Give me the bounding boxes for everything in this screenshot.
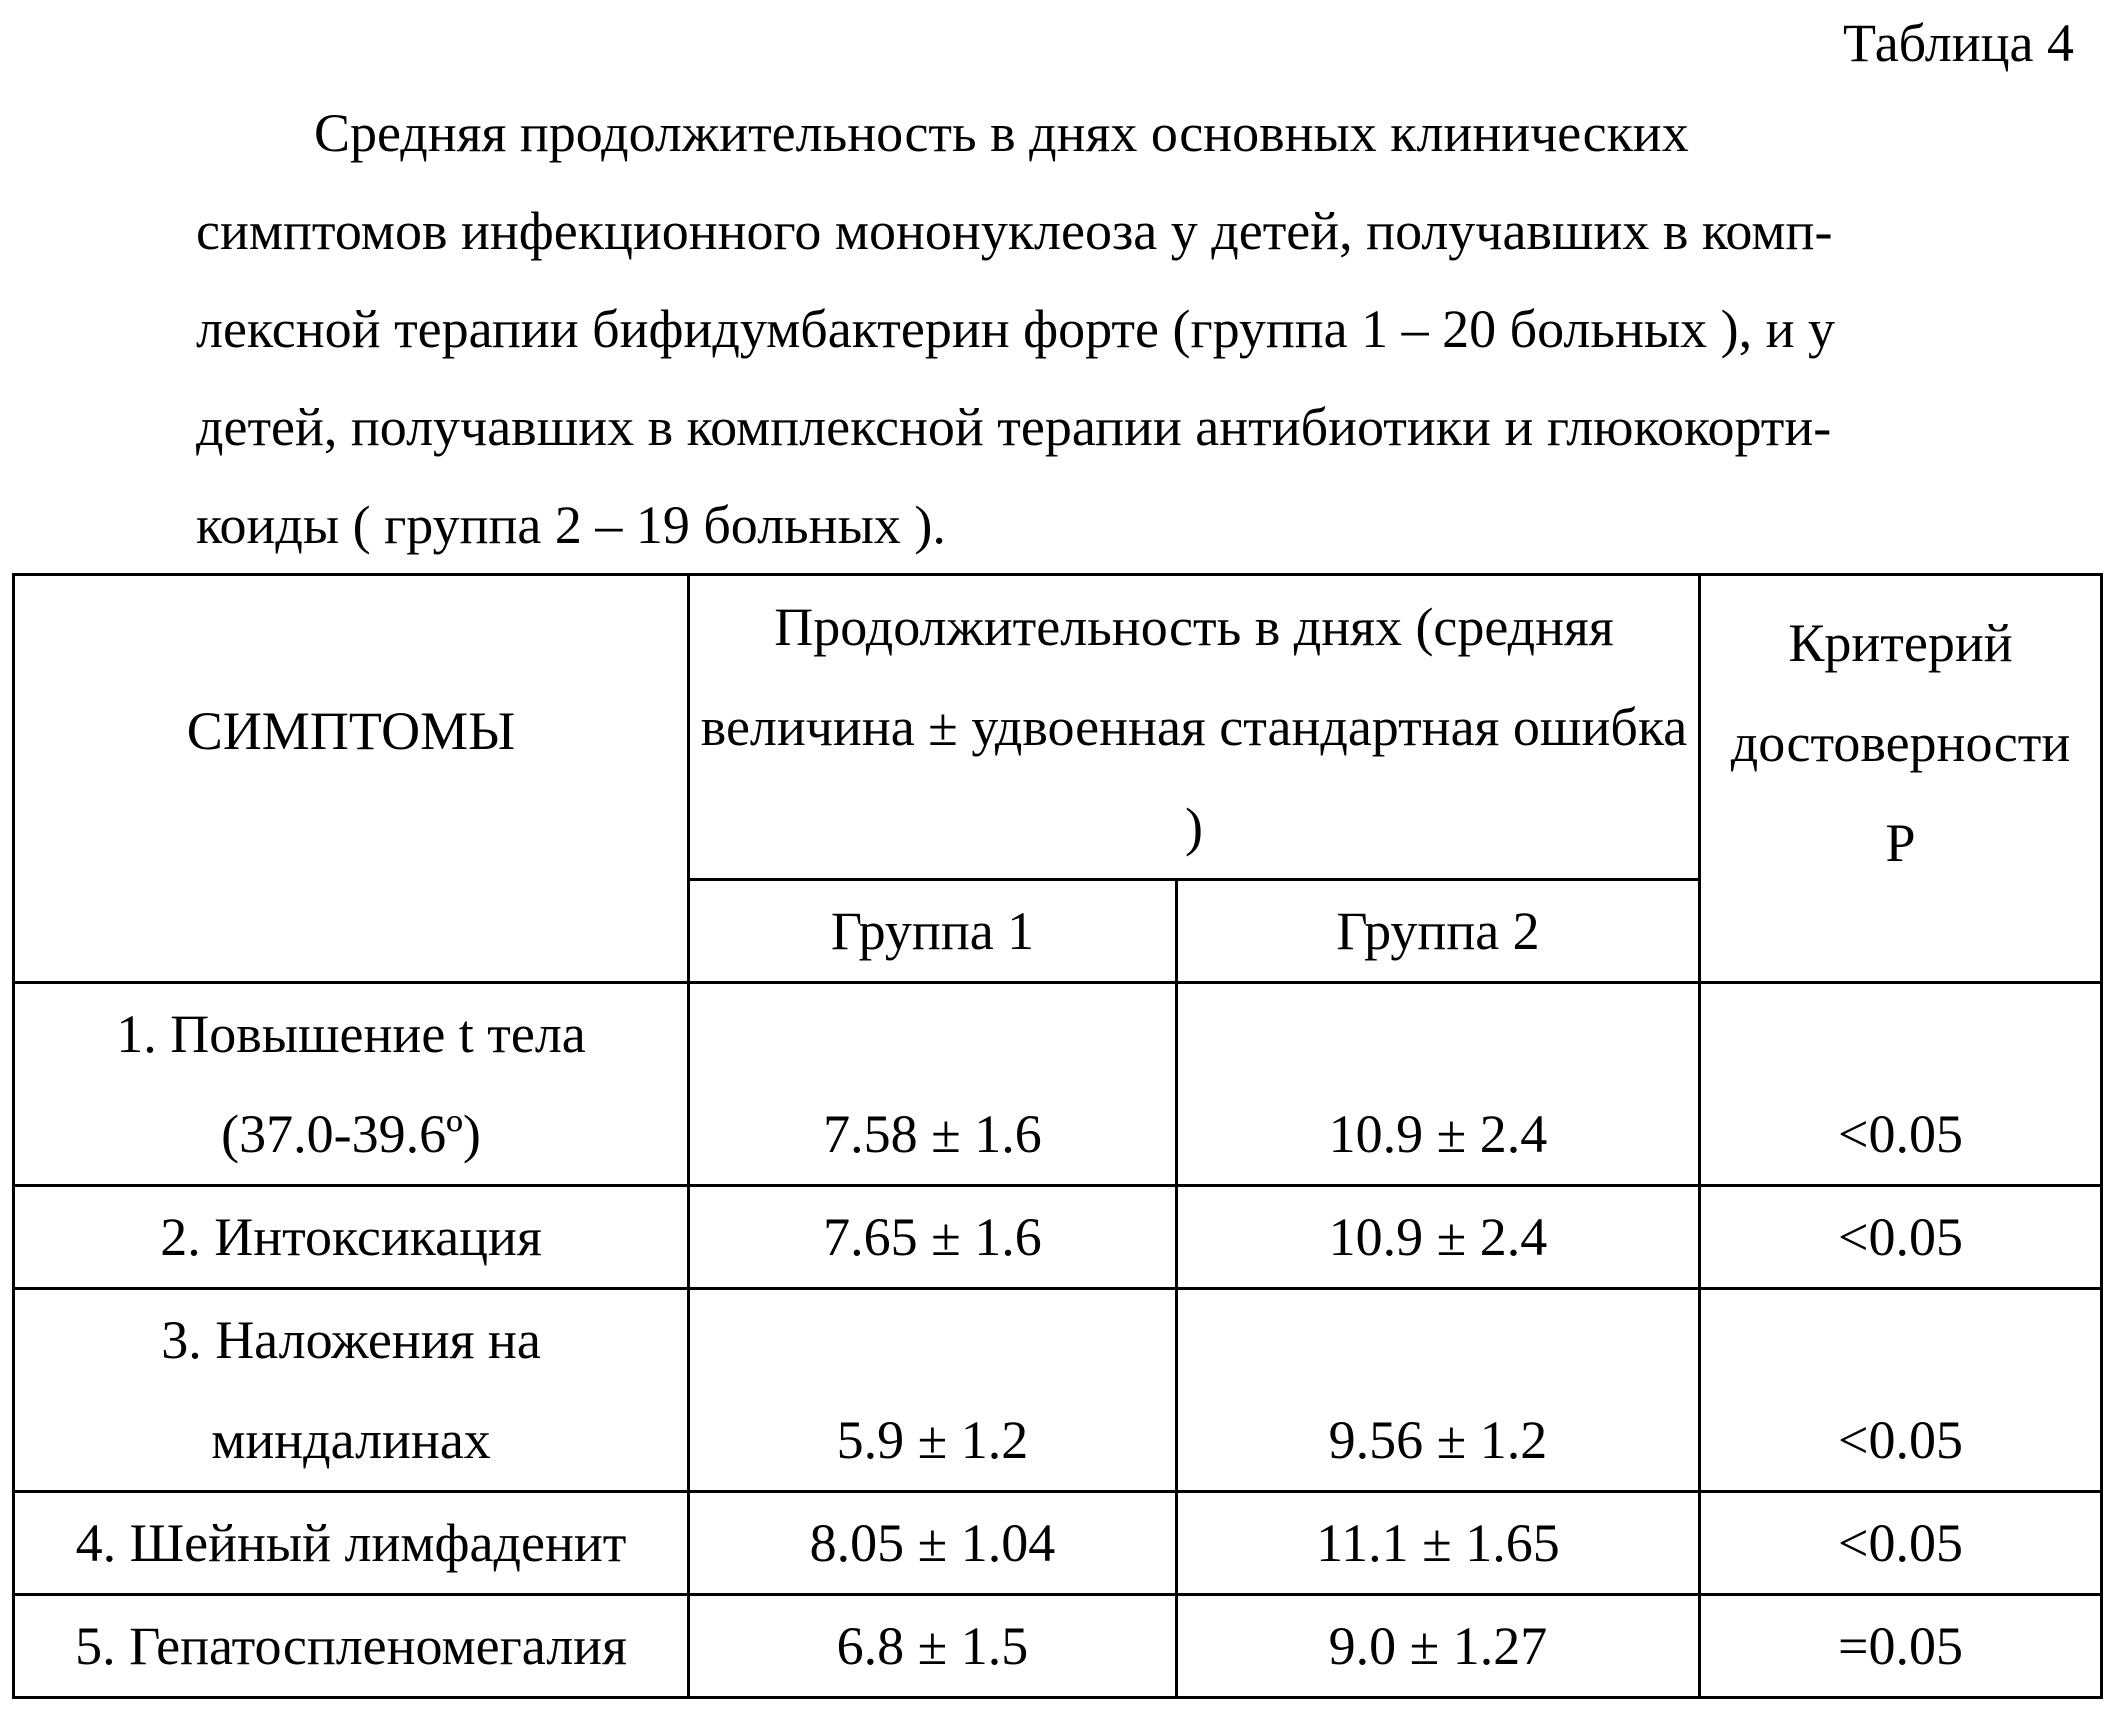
header-criterion-line: Критерий [1788, 612, 2013, 673]
symptom-line: (37.0-39.6º) [221, 1104, 481, 1164]
symptom-cell: 5. Гепатоспленомегалия [14, 1595, 689, 1698]
p-value: <0.05 [1700, 983, 2102, 1186]
group2-value: 9.0 ± 1.27 [1177, 1595, 1700, 1698]
table-number: Таблица 4 [1843, 13, 2074, 73]
group1-value: 7.58 ± 1.6 [689, 983, 1177, 1186]
header-row [14, 575, 2102, 880]
group2-value: 10.9 ± 2.4 [1177, 1186, 1700, 1289]
header-group-2: Группа 2 [1177, 880, 1700, 983]
group2-value: 9.56 ± 1.2 [1177, 1289, 1700, 1492]
header-symptoms: СИМПТОМЫ [14, 575, 689, 983]
caption-line: лексной терапии бифидумбактерин форте (группа 1 – 20 больных ), и у [196, 299, 1836, 359]
symptom-cell [14, 983, 689, 1186]
header-group-1: Группа 1 [689, 880, 1177, 983]
table-row [14, 983, 2102, 1186]
header-criterion-line: Р [1885, 812, 1916, 873]
group2-value: 10.9 ± 2.4 [1177, 983, 1700, 1186]
caption-line: Средняя продолжительность в днях основных клинических [314, 103, 1689, 163]
symptom-line: миндалинах [211, 1410, 491, 1470]
p-value: <0.05 [1700, 1289, 2102, 1492]
symptom-cell: 4. Шейный лимфаденит [14, 1492, 689, 1595]
symptom-cell: 2. Интоксикация [14, 1186, 689, 1289]
table-row [14, 1595, 2102, 1698]
header-criterion-line: достоверности [1730, 712, 2071, 773]
symptom-cell [14, 1289, 689, 1492]
caption-line: симптомов инфекционного мононуклеоза у детей, получавших в комп- [196, 201, 1833, 261]
group1-value: 6.8 ± 1.5 [689, 1595, 1177, 1698]
group1-value: 7.65 ± 1.6 [689, 1186, 1177, 1289]
group1-value: 5.9 ± 1.2 [689, 1289, 1177, 1492]
table-row [14, 1492, 2102, 1595]
p-value: =0.05 [1700, 1595, 2102, 1698]
table-row [14, 1289, 2102, 1492]
table-row [14, 1186, 2102, 1289]
p-value: <0.05 [1700, 1492, 2102, 1595]
header-criterion [1700, 575, 2102, 983]
symptom-line: 3. Наложения на [161, 1310, 541, 1370]
symptom-duration-table [12, 573, 2103, 1699]
symptom-line: 1. Повышение t тела [116, 1004, 586, 1064]
header-duration: Продолжительность в днях (средняя величина ± удвоенная стандартная ошибка ) [689, 575, 1700, 880]
caption-line: коиды ( группа 2 – 19 больных ). [196, 495, 946, 555]
group2-value: 11.1 ± 1.65 [1177, 1492, 1700, 1595]
table-caption [196, 84, 1996, 574]
caption-line: детей, получавших в комплексной терапии антибиотики и глюкокорти- [196, 397, 1832, 457]
group1-value: 8.05 ± 1.04 [689, 1492, 1177, 1595]
p-value: <0.05 [1700, 1186, 2102, 1289]
